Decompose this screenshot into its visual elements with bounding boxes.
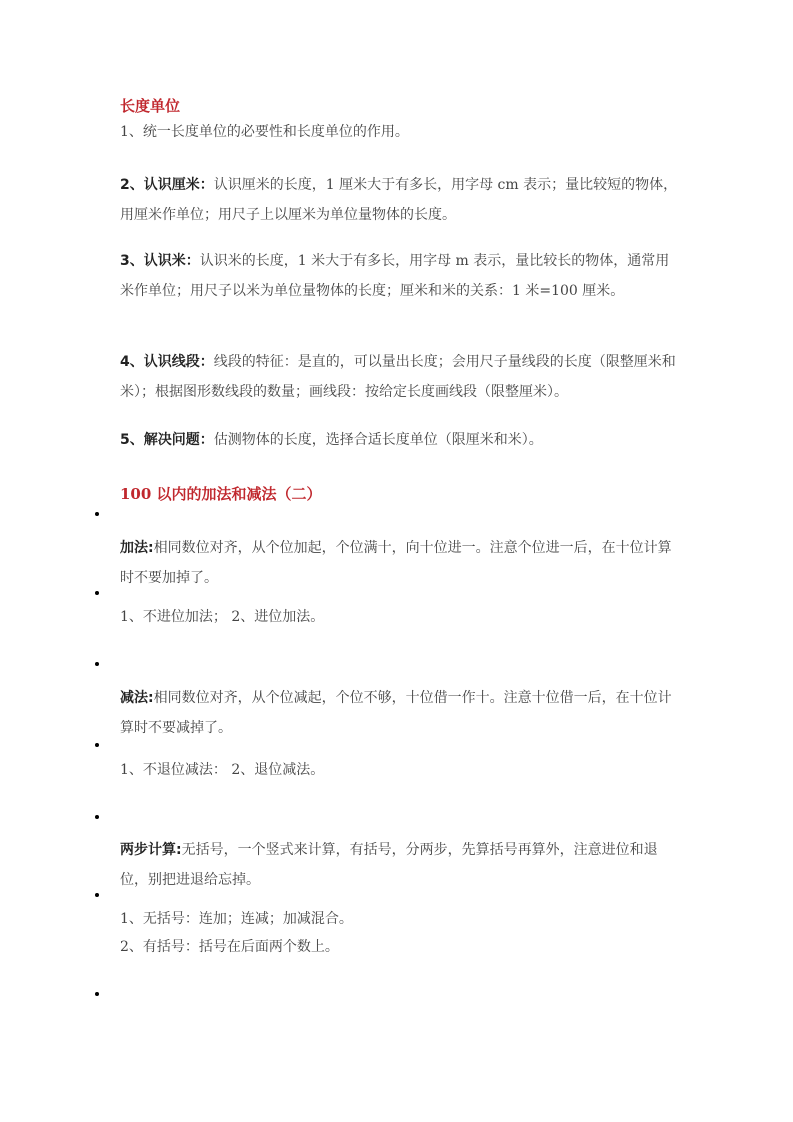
item-text: 1、不退位减法： 2、退位减法。 [120,762,325,778]
bullet-icon [95,591,99,595]
paragraph-item-4 [120,347,680,407]
item-text: 1、不进位加法； 2、进位加法。 [120,609,325,625]
paragraph-item-1 [120,117,680,147]
item-lead: 5、解决问题： [120,432,214,448]
paragraph-addition [120,533,680,593]
bullet-icon [95,893,99,897]
item-text: 线段的特征：是直的，可以量出长度；会用尺子量线段的长度（限整厘米和米）；根据图形数线段的数量；画线段：按给定长度画线段（限整厘米）。 [120,354,676,400]
bullet-icon [95,743,99,747]
item-lead: 减法: [120,690,154,706]
bullet-icon [95,992,99,996]
item-text: 1、无括号：连加；连减；加减混合。 [120,911,353,927]
item-text: 1、统一长度单位的必要性和长度单位的作用。 [120,124,409,140]
bullet-icon [95,512,99,516]
bullet-icon [95,815,99,819]
item-text: 相同数位对齐，从个位减起，个位不够，十位借一作十。注意十位借一后，在十位计算时不要减掉了。 [120,690,672,736]
item-lead: 加法: [120,540,154,556]
item-text: 相同数位对齐，从个位加起，个位满十，向十位进一。注意个位进一后，在十位计算时不要加掉了。 [120,540,672,586]
paragraph-two-step-type-1 [120,904,680,934]
paragraph-subtraction-types [120,755,680,785]
bullet-icon [95,662,99,666]
item-lead: 两步计算: [120,842,182,858]
item-text: 认识厘米的长度，1 厘米大于有多长，用字母 cm 表示；量比较短的物体，用厘米作单位；用尺子上以厘米为单位量物体的长度。 [120,177,678,223]
paragraph-addition-types [120,602,680,632]
paragraph-item-5 [120,425,680,455]
paragraph-two-step-type-2 [120,932,680,962]
item-lead: 4、认识线段： [120,354,214,370]
section-title-addition-subtraction: 100 以内的加法和减法（二） [120,485,322,503]
paragraph-subtraction [120,683,680,743]
paragraph-item-2 [120,170,680,230]
paragraph-item-3 [120,246,680,306]
item-text: 无括号，一个竖式来计算，有括号，分两步，先算括号再算外，注意进位和退位，别把进退给忘掉。 [120,842,658,888]
item-text: 认识米的长度，1 米大于有多长，用字母 m 表示，量比较长的物体，通常用米作单位；用尺子以米为单位量物体的长度；厘米和米的关系：1 米=100 厘米。 [120,253,670,299]
section-title-length-units: 长度单位 [120,97,181,115]
item-lead: 3、认识米： [120,253,200,269]
item-lead: 2、认识厘米： [120,177,214,193]
paragraph-two-step [120,835,680,895]
item-text: 估测物体的长度，选择合适长度单位（限厘米和米）。 [213,432,543,448]
item-text: 2、有括号：括号在后面两个数上。 [120,939,339,955]
